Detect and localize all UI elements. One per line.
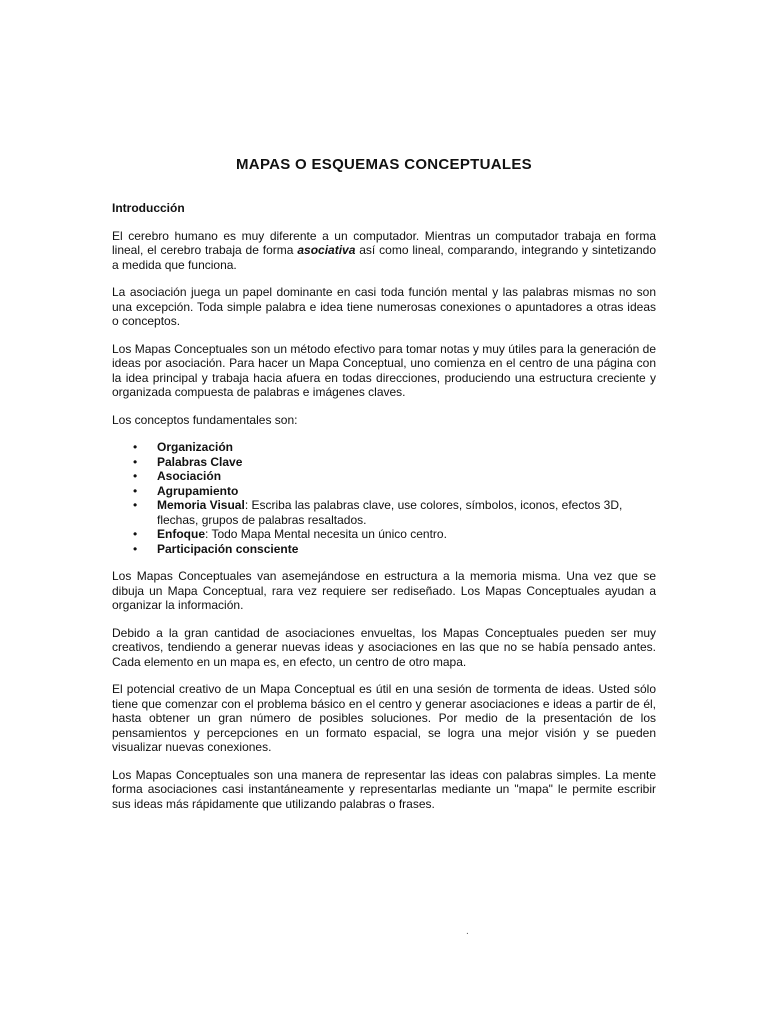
intro-text-start: El cerebro humano es muy diferente a un computador. Mientras un computador trabaja en forma lineal, el cerebro trabaja de forma [112,228,656,257]
list-item [112,484,656,499]
intro-paragraph [112,229,656,273]
concept-description: : Todo Mapa Mental necesita un único centro. [205,527,447,541]
list-item [112,455,656,470]
list-item [112,498,656,527]
list-item [112,527,656,542]
memory-paragraph: Los Mapas Conceptuales van asemejándose en estructura a la memoria misma. Una vez que se dibuja un Mapa Conceptual, rara vez requiere ser rediseñado. Los Mapas Conceptuales ayudan a organizar la información. [112,569,656,612]
bullet-icon: • [133,440,138,454]
creativity-paragraph: Debido a la gran cantidad de asociaciones envueltas, los Mapas Conceptuales pueden ser muy creativos, tendiendo a generar nuevas ideas y asociaciones en las que no se había pensado antes. Cada elemento en un mapa es, en efecto, un centro de otro mapa. [112,625,656,669]
bullet-icon: • [133,454,138,469]
concept-term: Memoria Visual [157,498,245,512]
concept-term: Asociación [157,469,222,483]
bullet-icon: • [133,483,138,498]
bullet-icon: • [133,498,138,512]
concepts-list [112,440,656,556]
bullet-icon: • [133,527,138,541]
section-heading: Introducción [112,201,185,215]
association-paragraph: La asociación juega un papel dominante en casi toda función mental y las palabras mismas no son una excepción. Toda simple palabra e idea tiene numerosas conexiones o apuntadores a otras ideas o conceptos. [112,285,656,328]
intro-text-end: así como lineal, comparando, integrando y sintetizando a medida que funciona. [112,243,657,272]
list-item [112,542,656,557]
list-intro: Los conceptos fundamentales son: [112,412,298,427]
concept-term: Palabras Clave [157,454,243,469]
concept-term: Participación consciente [157,541,299,556]
list-item [112,469,656,484]
bullet-icon: • [133,469,138,483]
concept-term: Organización [157,440,234,454]
concept-maps-paragraph: Los Mapas Conceptuales son un método efectivo para tomar notas y muy útiles para la generación de ideas por asociación. Para hacer un Mapa Conceptual, uno comienza en el centro de una página con la idea principal y trabaja hacia afuera en todas direcciones, produciendo una estructura creciente y organizada compuesta de palabras e imágenes claves. [112,341,656,399]
closing-paragraph: Los Mapas Conceptuales son una manera de representar las ideas con palabras simples. La mente forma asociaciones casi instantáneamente y representarlas mediante un "mapa" le permite escribir sus ideas más rápidamente que utilizando palabras o frases. [112,767,656,811]
document-page [112,150,656,824]
concept-term: Agrupamiento [157,483,239,498]
list-item [112,440,656,455]
intro-emphasis: asociativa [297,243,356,257]
footer-mark: . [466,926,469,937]
concept-description: : Escriba las palabras clave, use colores, símbolos, iconos, efectos 3D, flechas, grupos de palabras resaltados. [157,498,623,527]
bullet-icon: • [133,541,138,556]
brainstorm-paragraph: El potencial creativo de un Mapa Conceptual es útil en una sesión de tormenta de ideas. Usted sólo tiene que comenzar con el problema básico en el centro y generar asociaciones e ideas a partir de él, hasta obtener un gran número de posibles soluciones. Por medio de la presentación de los pensamientos y percepciones en un formato espacial, se logra una mejor visión y se pueden visualizar nuevas conexiones. [112,682,656,754]
concept-term: Enfoque [157,527,205,541]
page-title: MAPAS O ESQUEMAS CONCEPTUALES [236,156,532,173]
